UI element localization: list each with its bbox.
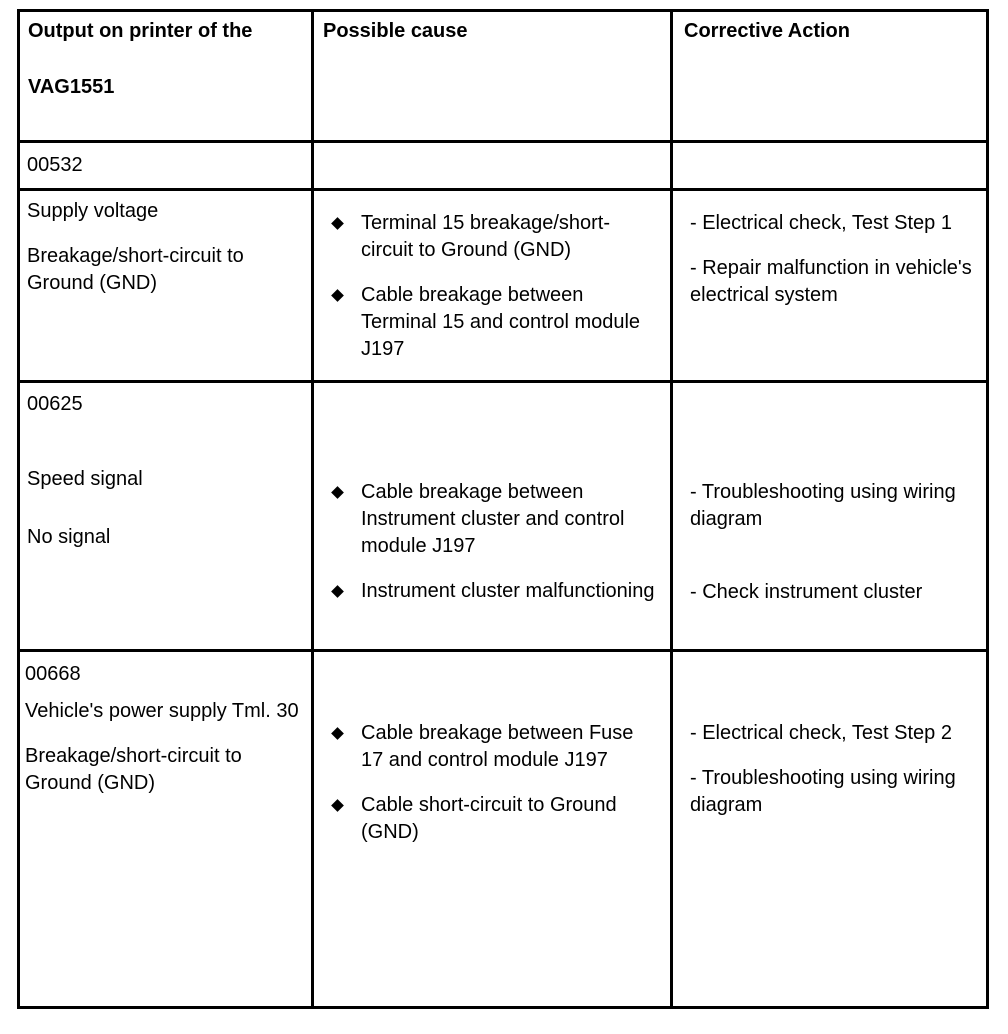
table-border-left <box>17 9 20 1009</box>
header-possible-cause-text: Possible cause <box>323 20 468 42</box>
diamond-bullet-icon <box>331 289 344 302</box>
row2-bottom-rule <box>17 649 989 652</box>
row2-code: 00625 <box>27 393 83 415</box>
row2-causes <box>333 479 658 623</box>
row1-output-title: Supply voltage <box>27 200 159 222</box>
diamond-bullet-icon <box>331 585 344 598</box>
diamond-bullet-icon <box>331 799 344 812</box>
code-row-rule <box>17 188 989 191</box>
row2-actions <box>690 479 975 606</box>
row2-output-detail: No signal <box>27 526 111 548</box>
col-divider-1 <box>311 9 314 1009</box>
row2-action-1: - Troubleshooting using wiring diagram <box>690 481 956 530</box>
diamond-bullet-icon <box>331 727 344 740</box>
row1-cause-1: Terminal 15 breakage/short-circuit to Ground (GND) <box>361 212 611 261</box>
row1-code: 00532 <box>27 154 83 176</box>
row1-actions <box>690 210 975 309</box>
row1-action-1: - Electrical check, Test Step 1 <box>690 212 952 234</box>
table-border-right <box>986 9 989 1009</box>
row1-output-detail: Breakage/short-circuit to Ground (GND) <box>27 245 244 294</box>
list-item <box>333 578 658 605</box>
header-possible-cause <box>323 17 663 45</box>
row2-output-title: Speed signal <box>27 468 143 490</box>
list-item <box>333 479 658 560</box>
col-divider-2 <box>670 9 673 1009</box>
list-item <box>333 210 653 264</box>
row1-action-2: - Repair malfunction in vehicle's electrical system <box>690 257 972 306</box>
row2-cause-1: Cable breakage between Instrument cluster and control module J197 <box>361 481 625 557</box>
row3-code: 00668 <box>25 663 81 685</box>
row3-output <box>25 661 307 797</box>
row3-cause-2: Cable short-circuit to Ground (GND) <box>361 794 617 843</box>
row2-action-2: - Check instrument cluster <box>690 581 923 603</box>
header-output <box>28 17 306 101</box>
row2-output <box>27 391 305 551</box>
table-border-top <box>17 9 989 12</box>
header-corrective-action <box>684 17 980 45</box>
header-output-line2: VAG1551 <box>28 76 115 98</box>
row1-cause-2: Cable breakage between Terminal 15 and control module J197 <box>361 284 641 360</box>
header-corrective-action-text: Corrective Action <box>684 20 850 42</box>
list-item <box>333 720 658 774</box>
row3-cause-1: Cable breakage between Fuse 17 and control module J197 <box>361 722 634 771</box>
diamond-bullet-icon <box>331 217 344 230</box>
row1-output <box>27 198 305 297</box>
row1-causes <box>333 210 653 381</box>
table-border-bottom <box>17 1006 989 1009</box>
row3-action-2: - Troubleshooting using wiring diagram <box>690 767 956 816</box>
list-item <box>333 792 658 846</box>
row2-cause-2: Instrument cluster malfunctioning <box>361 580 655 602</box>
list-item <box>333 282 653 363</box>
row3-actions <box>690 720 975 819</box>
row3-causes <box>333 720 658 864</box>
row3-output-detail: Breakage/short-circuit to Ground (GND) <box>25 745 242 794</box>
header-bottom-rule <box>17 140 989 143</box>
row3-action-1: - Electrical check, Test Step 2 <box>690 722 952 744</box>
diamond-bullet-icon <box>331 486 344 499</box>
header-output-line1: Output on printer of the <box>28 20 253 42</box>
row3-output-title: Vehicle's power supply Tml. 30 <box>25 700 299 722</box>
